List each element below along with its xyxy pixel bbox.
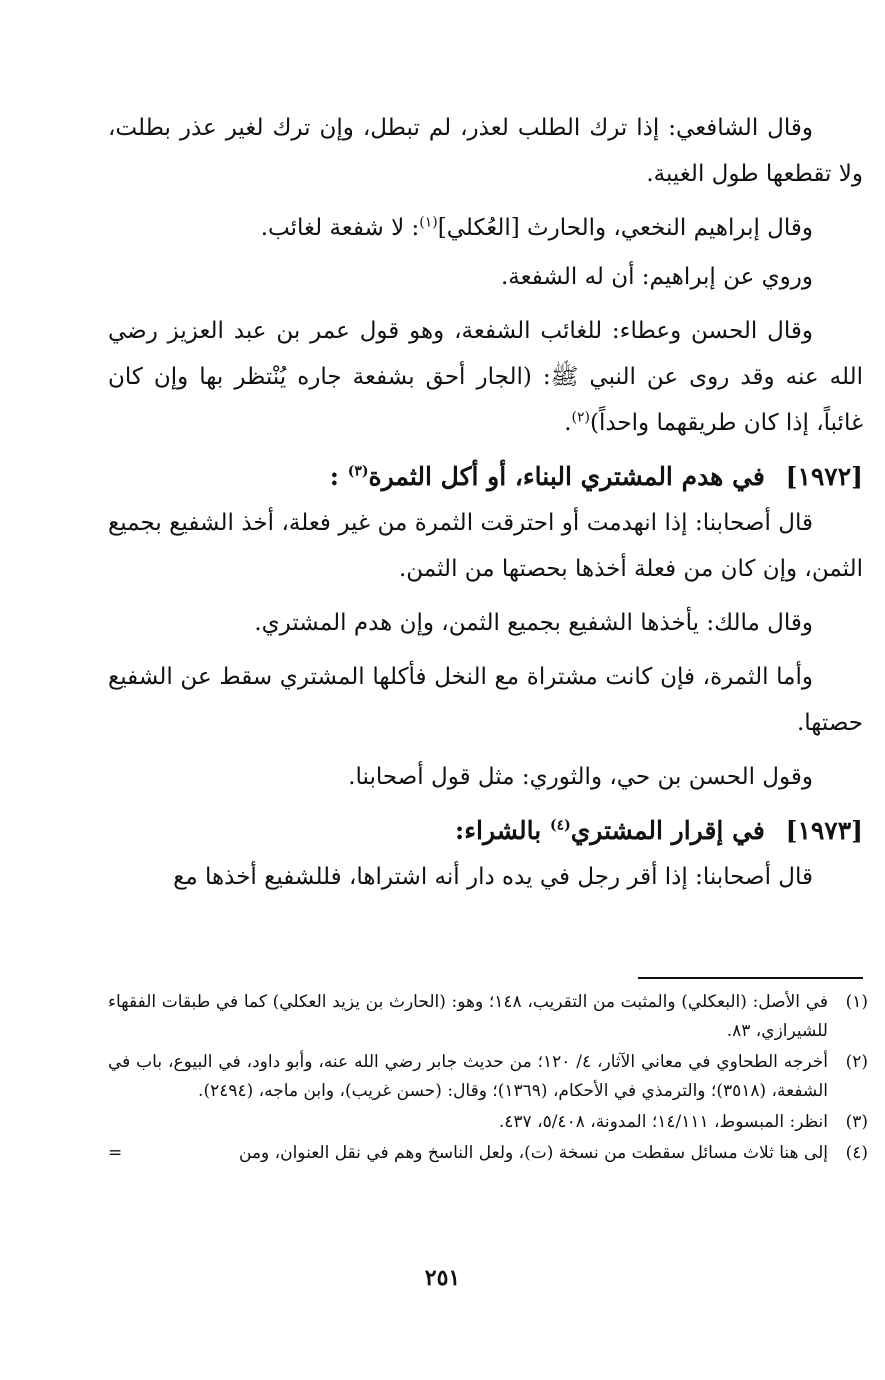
paragraph-text: وقال مالك: يأخذها الشفيع بجميع الثمن، وإن هدم المشتري. [254, 610, 813, 636]
paragraph-text: وقال إبراهيم النخعي، والحارث [العُكلي] [437, 215, 813, 241]
paragraph-text: . [564, 410, 572, 436]
paragraph-ibrahim [108, 254, 863, 300]
main-text [108, 105, 863, 908]
paragraph-ashabuna-1 [108, 500, 863, 592]
paragraph-text: قال أصحابنا: إذا أقر رجل في يده دار أنه اشتراها، فللشفيع أخذها مع [173, 864, 813, 890]
footnote-text: انظر: المبسوط، ١٤/١١١؛ المدونة، ٥/٤٠٨، ٤٣٧. [498, 1112, 828, 1132]
footnote-marker-4: (٤) [549, 817, 571, 834]
paragraph-text: وقال الحسن وعطاء: للغائب الشفعة، وهو قول عمر بن عبد العزيز رضي الله عنه وقد روى عن النبي ﷺ: (الجار أحق بشفعة جاره يُنْتظر بها وإن كان غائباً، إذا كان طريقهما واحداً) [108, 318, 863, 436]
paragraph-nakhai [108, 205, 863, 251]
section-title: في هدم المشتري البناء، أو أكل الثمرة [368, 462, 765, 491]
section-heading-1972 [108, 454, 863, 500]
footnote-marker-2: (٢) [571, 409, 590, 426]
section-title-tail: بالشراء: [455, 816, 542, 845]
footnote-3 [108, 1108, 868, 1137]
section-title: في إقرار المشتري [570, 816, 765, 845]
footnotes [108, 988, 868, 1170]
section-number: [١٩٧٢] [785, 462, 863, 491]
paragraph-text: : لا شفعة لغائب. [260, 215, 420, 241]
paragraph-text: وقال الشافعي: إذا ترك الطلب لعذر، لم تبطل، وإن ترك لغير عذر بطلت، ولا تقطعها طول الغيبة. [108, 115, 863, 187]
paragraph-thamara [108, 654, 863, 746]
footnote-2 [108, 1048, 868, 1106]
footnote-number: (٤) [845, 1143, 868, 1163]
section-title-tail: : [329, 462, 339, 491]
paragraph-hasan-thawri [108, 754, 863, 800]
paragraph-malik [108, 600, 863, 646]
footnote-text: أخرجه الطحاوي في معاني الآثار، ٤/ ١٢٠؛ من حديث جابر رضي الله عنه، وأبو داود، في البيوع، باب في الشفعة، (٣٥١٨)؛ والترمذي في الأحكام، (١٣٦٩)؛ وقال: (حسن غريب)، وابن ماجه، (٢٤٩٤). [108, 1052, 829, 1101]
footnote-divider [638, 977, 863, 979]
footnote-1 [108, 988, 868, 1046]
section-number: [١٩٧٣] [785, 816, 863, 845]
footnote-number: (٣) [845, 1112, 868, 1132]
footnote-text: إلى هنا ثلاث مسائل سقطت من نسخة (ت)، ولعل الناسخ وهم في نقل العنوان، ومن [238, 1143, 828, 1163]
footnote-continuation-mark: = [108, 1143, 123, 1163]
paragraph-ashabuna-2 [108, 854, 863, 900]
paragraph-shafii [108, 105, 863, 197]
footnote-text: في الأصل: (البعكلي) والمثبت من التقريب، ١٤٨؛ وهو: (الحارث بن يزيد العكلي) كما في طبقات الفقهاء للشيرازي، ٨٣. [108, 992, 828, 1041]
paragraph-text: وأما الثمرة، فإن كانت مشتراة مع النخل فأكلها المشتري سقط عن الشفيع حصتها. [108, 664, 863, 736]
footnote-number: (٢) [845, 1052, 868, 1072]
footnote-4 [108, 1139, 868, 1168]
paragraph-text: وروي عن إبراهيم: أن له الشفعة. [500, 264, 813, 290]
page-number: ٢٥١ [424, 1265, 461, 1291]
footnote-number: (١) [845, 992, 868, 1012]
paragraph-text: قال أصحابنا: إذا انهدمت أو احترقت الثمرة من غير فعلة، أخذ الشفيع بجميع الثمن، وإن كان من فعلة أخذها بحصتها من الثمن. [108, 510, 863, 582]
footnote-marker-3: (٣) [347, 463, 369, 480]
paragraph-text: وقول الحسن بن حي، والثوري: مثل قول أصحابنا. [348, 764, 813, 790]
footnote-marker-1: (١) [419, 214, 438, 231]
paragraph-hasan-ata [108, 308, 863, 446]
section-heading-1973 [108, 808, 863, 854]
